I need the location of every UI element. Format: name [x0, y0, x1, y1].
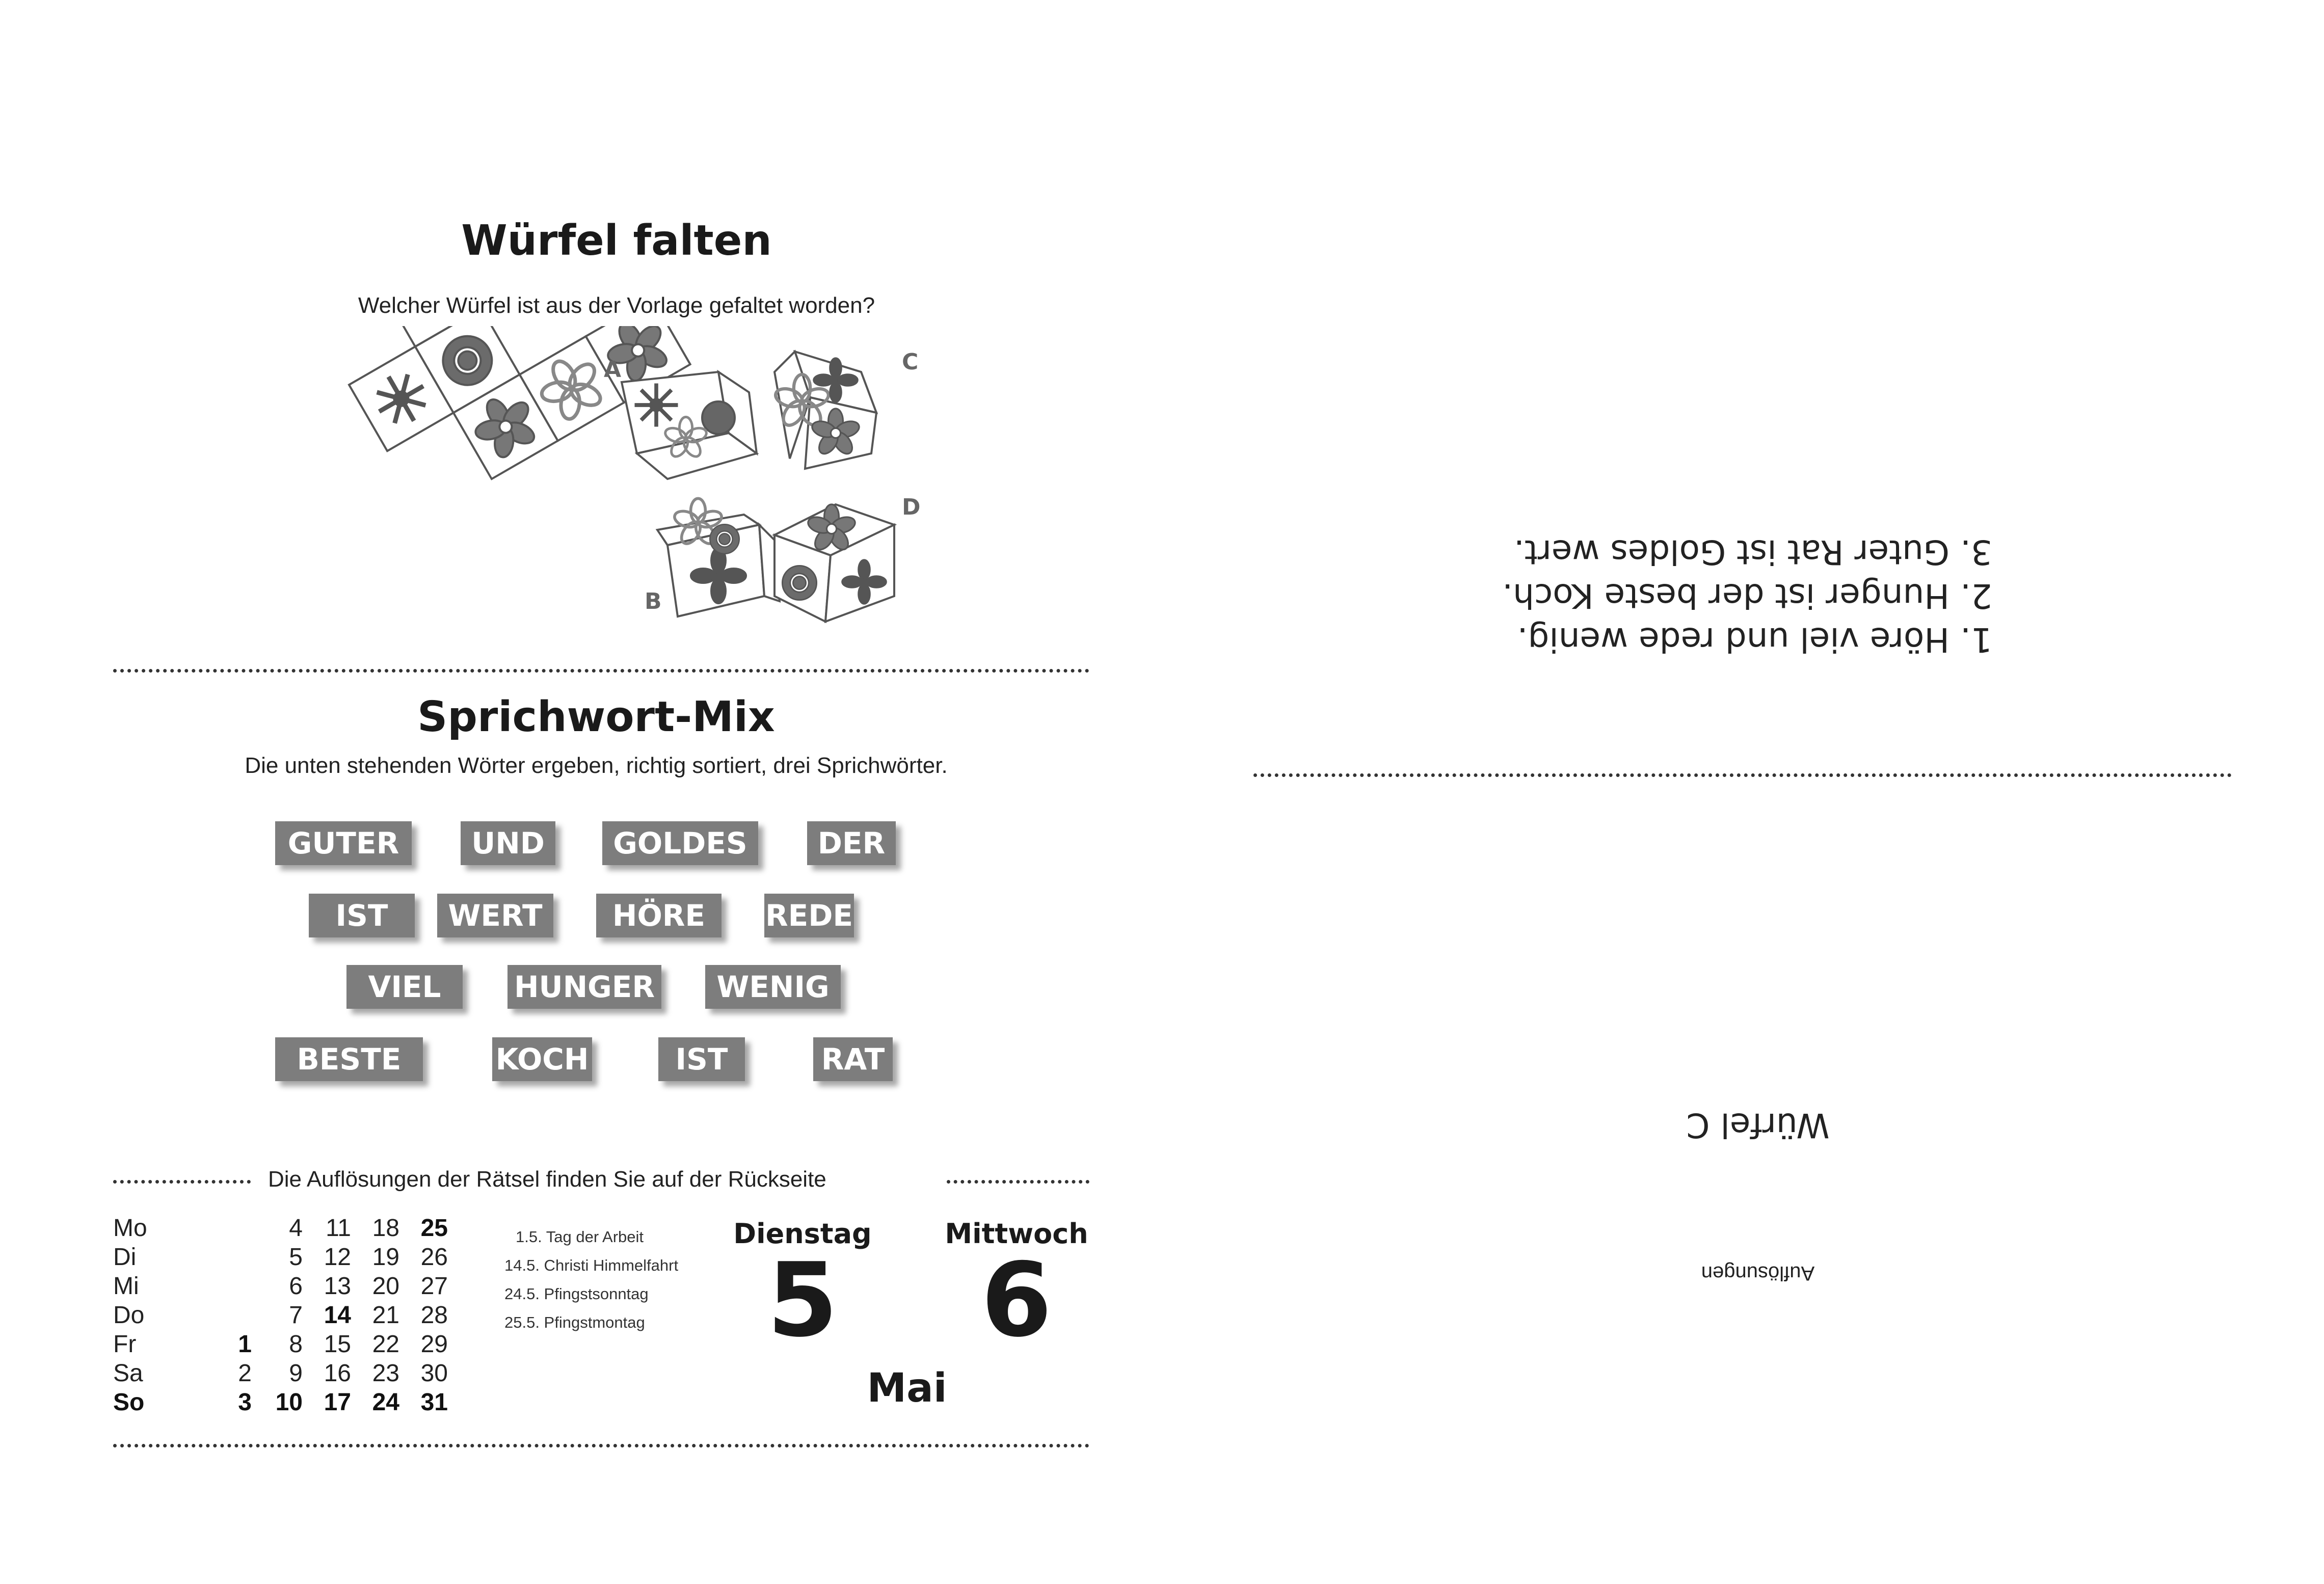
solution-line: 2. Hunger ist der beste Koch. [1502, 576, 1992, 615]
word-tile: HUNGER [507, 965, 661, 1009]
holiday-item: 1.5. Tag der Arbeit [516, 1228, 644, 1246]
word-tile: GUTER [275, 821, 412, 865]
word-tile: RAT [813, 1037, 893, 1081]
word-tile: KOCH [492, 1037, 592, 1081]
word-tile: VIEL [346, 965, 463, 1009]
weekday-label: Mi [113, 1273, 139, 1300]
solutions-note: Die Auflösungen der Rätsel finden Sie auf der Rückseite [268, 1167, 826, 1192]
holiday-item: 25.5. Pfingstmontag [504, 1313, 645, 1331]
cube-d [774, 504, 894, 622]
cube-label-b: B [645, 588, 662, 614]
word-tile: HÖRE [596, 894, 722, 937]
solution-line: 3. Guter Rat ist Goldes wert. [1513, 532, 1992, 572]
word-tile: BESTE [275, 1037, 423, 1081]
divider-dotted-solutions [1253, 773, 2232, 777]
word-tile: GOLDES [602, 821, 758, 865]
cube-b [657, 498, 780, 616]
puzzle-question-wuerfel: Welcher Würfel ist aus der Vorlage gefaltet worden? [358, 293, 875, 318]
weekday-label: Sa [113, 1360, 143, 1387]
divider-dotted-left [113, 1180, 251, 1184]
day-number: 6 [981, 1241, 1052, 1360]
word-tile: DER [807, 821, 896, 865]
cube-label-d: D [902, 494, 921, 520]
puzzle-title-sprichwort: Sprichwort-Mix [417, 693, 775, 741]
day-block-1 [713, 1218, 892, 1360]
month-label: Mai [867, 1365, 947, 1411]
day-name: Mittwoch [945, 1218, 1088, 1250]
day-number: 5 [767, 1241, 838, 1360]
mini-calendar: Mo 4 11 18 25 Di 5 12 19 26 Mi 6 13 20 27 Do 7 14 21 28 Fr 1 8 15 22 29 Sa 2 9 16 23 30 So 3 10 17 24 31 [113, 1215, 448, 1416]
word-tile: REDE [764, 894, 854, 937]
puzzle-subtitle-sprichwort: Die unten stehenden Wörter ergeben, richtig sortiert, drei Sprichwörter. [245, 753, 948, 778]
divider-dotted-1 [113, 669, 1089, 673]
cube-puzzle-illustration [306, 326, 938, 632]
solution-cube: Würfel C [1686, 1106, 1830, 1145]
cube-c [773, 352, 876, 469]
cube-a [622, 372, 757, 479]
divider-dotted-right [947, 1180, 1089, 1184]
day-name: Dienstag [733, 1218, 872, 1250]
weekday-label: Do [113, 1302, 145, 1329]
divider-dotted-bottom [113, 1444, 1089, 1447]
cube-label-c: C [902, 349, 919, 375]
word-tile: WERT [437, 894, 553, 937]
solution-line: 1. Höre viel und rede wenig. [1517, 620, 1992, 659]
day-block-2 [927, 1218, 1106, 1360]
solutions-proverbs [1452, 530, 1992, 661]
weekday-label: Mo [113, 1215, 147, 1242]
word-tile: WENIG [705, 965, 841, 1009]
word-tile: UND [461, 821, 555, 865]
holiday-item: 24.5. Pfingstsonntag [504, 1285, 649, 1303]
holiday-list [504, 1223, 678, 1337]
puzzle-title-wuerfel: Würfel falten [461, 217, 772, 265]
word-tile: IST [658, 1037, 745, 1081]
solutions-label: Auflösungen [1701, 1262, 1815, 1284]
word-tile: IST [309, 894, 415, 937]
cube-label-a: A [604, 357, 622, 383]
weekday-label: Di [113, 1244, 137, 1271]
holiday-item: 14.5. Christi Himmelfahrt [504, 1256, 679, 1274]
weekday-label: So [113, 1389, 145, 1416]
weekday-label: Fr [113, 1331, 137, 1358]
